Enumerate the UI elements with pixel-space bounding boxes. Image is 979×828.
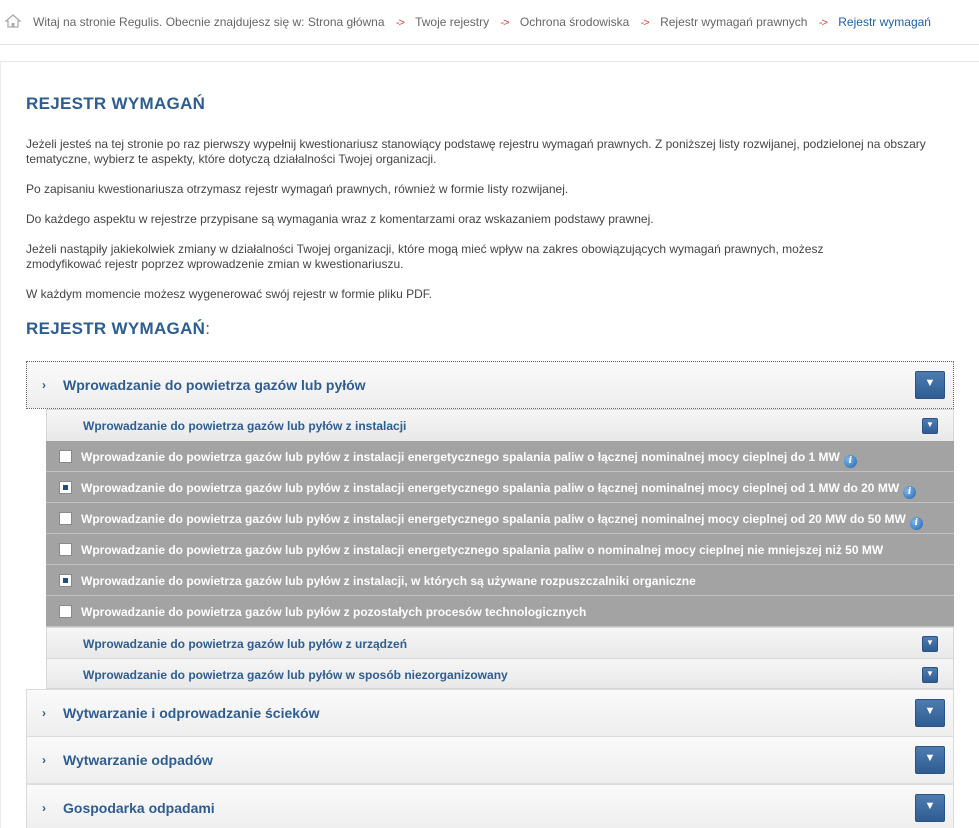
breadcrumb-item-legal-register[interactable]: Rejestr wymagań prawnych — [660, 15, 808, 29]
list-item[interactable] — [46, 472, 954, 503]
category-label: Gospodarka odpadami — [63, 800, 215, 816]
chevron-down-icon: ▼ — [924, 752, 936, 764]
checkbox[interactable] — [59, 481, 72, 494]
chevron-down-icon: ▼ — [924, 705, 936, 717]
breadcrumb — [33, 15, 931, 29]
item-label — [81, 450, 857, 468]
chevron-down-icon: ▼ — [926, 669, 934, 678]
subcategory-unorganized[interactable] — [46, 658, 954, 689]
item-label — [81, 481, 916, 499]
subcategory-label: Wprowadzanie do powietrza gazów lub pyłów z instalacji — [83, 419, 407, 433]
intro-paragraph-5: W każdym momencie możesz wygenerować swój rejestr w formie pliku PDF. — [26, 287, 433, 301]
page-title: REJESTR WYMAGAŃ — [26, 94, 206, 113]
item-label-text: Wprowadzanie do powietrza gazów lub pyłów z instalacji energetycznego spalania paliw o łącznej nominalnej mocy cieplnej do 1 MW — [81, 450, 840, 464]
expand-toggle-button[interactable] — [915, 371, 945, 399]
chevron-right-icon: › — [42, 753, 46, 767]
intro-paragraph-2: Po zapisaniu kwestionariusza otrzymasz rejestr wymagań prawnych, również w formie listy rozwijanej. — [26, 182, 569, 196]
list-item[interactable] — [46, 441, 954, 472]
chevron-right-icon: › — [42, 801, 46, 815]
checkbox[interactable] — [59, 450, 72, 463]
checkbox[interactable] — [59, 543, 72, 556]
category-waste-management[interactable] — [26, 784, 954, 828]
checkbox[interactable] — [59, 605, 72, 618]
home-icon[interactable] — [5, 14, 21, 28]
category-air-emissions[interactable] — [26, 361, 954, 409]
chevron-down-icon: ▼ — [926, 638, 934, 647]
breadcrumb-current: Rejestr wymagań — [838, 15, 931, 29]
chevron-down-icon: ▼ — [924, 800, 936, 812]
item-label: Wprowadzanie do powietrza gazów lub pyłów z instalacji, w których są używane rozpuszczalniki organiczne — [81, 574, 696, 588]
category-wastewater[interactable] — [26, 689, 954, 737]
subcategory-toggle-button[interactable] — [922, 636, 938, 652]
info-icon[interactable]: i — [910, 517, 923, 530]
expand-toggle-button[interactable] — [915, 746, 945, 774]
section-title — [26, 319, 210, 339]
list-item[interactable] — [46, 565, 954, 596]
list-item[interactable] — [46, 503, 954, 534]
category-label: Wytwarzanie i odprowadzanie ścieków — [63, 705, 320, 721]
info-icon[interactable]: i — [903, 486, 916, 499]
checkbox[interactable] — [59, 574, 72, 587]
category-label: Wytwarzanie odpadów — [63, 752, 213, 768]
item-label — [81, 512, 923, 530]
item-label: Wprowadzanie do powietrza gazów lub pyłów z pozostałych procesów technologicznych — [81, 605, 587, 619]
breadcrumb-separator: -> — [395, 17, 404, 29]
breadcrumb-item-registers[interactable]: Twoje rejestry — [415, 15, 490, 29]
section-title-text: REJESTR WYMAGAŃ — [26, 319, 206, 338]
expand-toggle-button[interactable] — [915, 699, 945, 727]
breadcrumb-item-home[interactable]: Strona główna — [307, 15, 385, 29]
item-label-text: Wprowadzanie do powietrza gazów lub pyłów z instalacji energetycznego spalania paliw o łącznej nominalnej mocy cieplnej od 1 MW do 20 MW — [81, 481, 900, 495]
chevron-down-icon: ▼ — [926, 420, 934, 429]
divider — [0, 44, 979, 45]
item-label-text: Wprowadzanie do powietrza gazów lub pyłów z instalacji energetycznego spalania paliw o łącznej nominalnej mocy cieplnej od 20 MW do 50 MW — [81, 512, 906, 526]
subcategory-installations[interactable] — [46, 409, 954, 441]
breadcrumb-separator: -> — [640, 17, 649, 29]
category-waste-generation[interactable] — [26, 736, 954, 784]
breadcrumb-intro: Witaj na stronie Regulis. Obecnie znajdujesz się w: — [33, 15, 305, 29]
subcategory-label: Wprowadzanie do powietrza gazów lub pyłów w sposób niezorganizowany — [83, 668, 508, 682]
breadcrumb-separator: -> — [500, 17, 509, 29]
chevron-right-icon: › — [42, 706, 46, 720]
checkbox[interactable] — [59, 512, 72, 525]
intro-paragraph-1: Jeżeli jesteś na tej stronie po raz pierwszy wypełnij kwestionariusz stanowiący podstawę rejestru wymagań prawnych. Z poniższej listy rozwijanej, podzielonej na obszary tematyczne, wybierz te aspekty, które dotyczą działalności Twojej organizacji. — [26, 137, 926, 166]
chevron-down-icon: ▼ — [924, 377, 936, 389]
expand-toggle-button[interactable] — [915, 794, 945, 822]
subcategory-toggle-button[interactable] — [922, 667, 938, 683]
breadcrumb-item-environment[interactable]: Ochrona środowiska — [519, 15, 630, 29]
intro-paragraph-3: Do każdego aspektu w rejestrze przypisane są wymagania wraz z komentarzami oraz wskazaniem podstawy prawnej. — [26, 212, 654, 226]
category-label: Wprowadzanie do powietrza gazów lub pyłów — [63, 377, 366, 393]
section-title-colon: : — [205, 319, 211, 338]
breadcrumb-bar — [0, 0, 979, 44]
chevron-right-icon: › — [42, 378, 46, 392]
info-icon[interactable]: i — [844, 455, 857, 468]
subcategory-label: Wprowadzanie do powietrza gazów lub pyłów z urządzeń — [83, 637, 408, 651]
breadcrumb-separator: -> — [818, 17, 827, 29]
item-label: Wprowadzanie do powietrza gazów lub pyłów z instalacji energetycznego spalania paliw o nominalnej mocy cieplnej nie mniejszej niż 50 MW — [81, 543, 884, 557]
list-item[interactable] — [46, 534, 954, 565]
subcategory-devices[interactable] — [46, 627, 954, 659]
subcategory-toggle-button[interactable] — [922, 418, 938, 434]
intro-paragraph-4: Jeżeli nastąpiły jakiekolwiek zmiany w działalności Twojej organizacji, które mogą mieć wpływ na zakres obowiązujących wymagań prawnych, możesz zmodyfikować rejestr poprzez wprowadzenie zmian w kwestionariuszu. — [26, 242, 824, 271]
list-item[interactable] — [46, 596, 954, 627]
